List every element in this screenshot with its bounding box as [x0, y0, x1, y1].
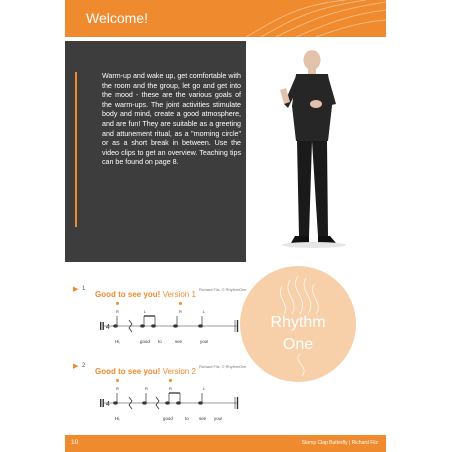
lyric: good: [140, 339, 150, 344]
staff-1: [99, 314, 239, 336]
page-number: 10: [71, 439, 79, 446]
track-number: 1: [82, 286, 86, 292]
logo-text-one: One: [282, 336, 314, 353]
page-title: Welcome!: [86, 10, 148, 26]
lyric: see: [175, 339, 183, 344]
hand-letter: R: [179, 309, 182, 314]
track-title-version: Version 1: [160, 290, 196, 299]
footer-bar: [65, 435, 386, 452]
play-icon[interactable]: ▶: [73, 286, 79, 293]
marker-dot: [116, 379, 119, 382]
presenter-photo: [262, 46, 362, 251]
hand-letter: R: [145, 386, 148, 391]
staff-2: [99, 391, 239, 413]
track-title-bold: Good to see you!: [95, 290, 161, 299]
lyric: you!: [200, 339, 209, 344]
logo-text-rhythm: Rhythm: [270, 314, 326, 331]
lyric: good: [163, 416, 173, 421]
header-bar: [65, 0, 386, 37]
footer-credit: Stomp Clap Butterfly | Richard Filz: [301, 440, 378, 446]
svg-text:4: 4: [106, 401, 110, 408]
track-title-bold: Good to see you!: [95, 367, 161, 376]
marker-dot: [179, 302, 182, 305]
header-decoration: [236, 0, 386, 37]
lyric: you!: [214, 416, 223, 421]
lyric: Hi,: [115, 416, 121, 421]
lyric: Hi,: [115, 339, 121, 344]
track-number: 2: [82, 363, 86, 369]
marker-dot: [116, 302, 119, 305]
lyric: see: [199, 416, 207, 421]
track-title: [95, 361, 196, 379]
lyric: to: [158, 339, 162, 344]
svg-text:4: 4: [106, 324, 110, 331]
hand-letter: R: [169, 386, 172, 391]
hand-letter: L: [203, 386, 206, 391]
track-title-version: Version 2: [160, 367, 196, 376]
hand-letter: L: [144, 309, 147, 314]
intro-text: Warm-up and wake up, get comfortable with the room and the group, let go and get into the mood - these are the various goals of the warm-ups. The joint activities stimulate body and mind, create a good atmosphere, and are fun! They are suitable as a greeting and attunement ritual, as a "morning circle" or as a short break in between. Use the video clips to get an overview. Teaching tips can be found on page 8.: [102, 72, 241, 167]
accent-rule: [75, 72, 77, 227]
rhythmone-logo: [240, 266, 356, 382]
marker-dot: [169, 379, 172, 382]
lyric: to: [185, 416, 189, 421]
hand-letter: R: [116, 386, 119, 391]
hand-letter: L: [203, 309, 206, 314]
hand-letter: R: [116, 309, 119, 314]
track-credit: Richard Filz, © RhythmOne: [199, 287, 247, 292]
play-icon[interactable]: ▶: [73, 363, 79, 370]
intro-panel: [65, 41, 246, 262]
track-credit: Richard Filz, © RhythmOne: [199, 364, 247, 369]
track-title: [95, 284, 196, 302]
